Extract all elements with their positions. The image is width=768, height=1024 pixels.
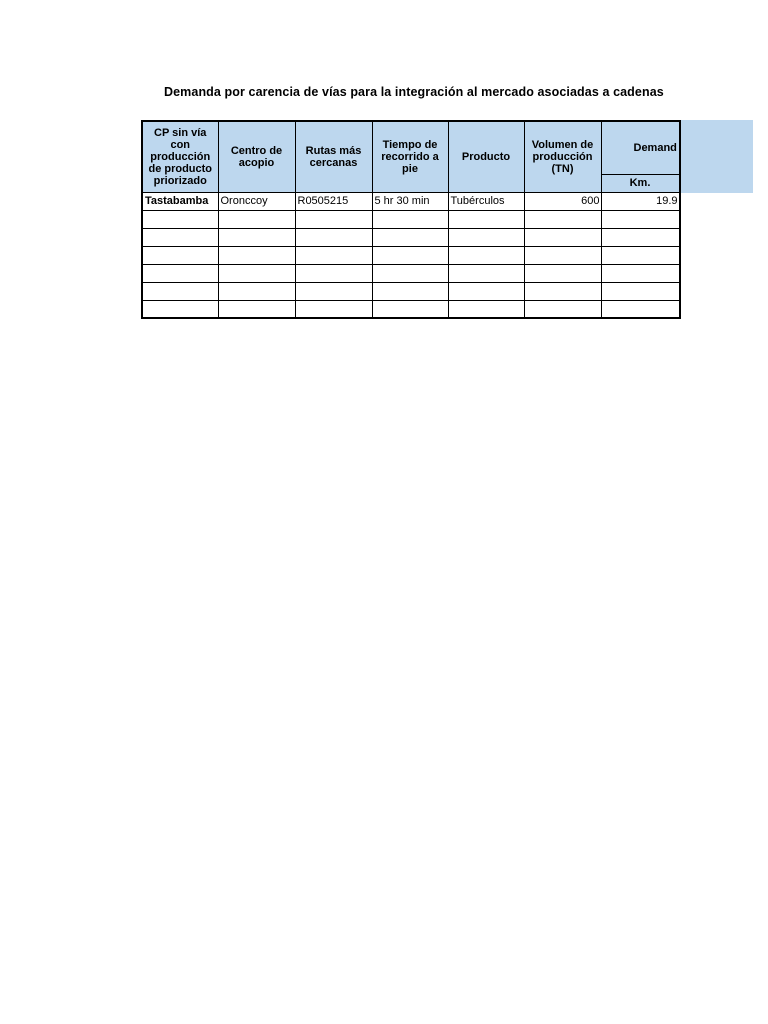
table-row <box>142 192 680 210</box>
cell-producto: Tubérculos <box>448 192 524 210</box>
cell-ruta: R0505215 <box>295 192 372 210</box>
table-row <box>142 264 680 282</box>
header-km: Km. <box>601 174 680 192</box>
header-volumen: Volumen de producción (TN) <box>524 121 601 192</box>
table-row <box>142 282 680 300</box>
cell-tiempo: 5 hr 30 min <box>372 192 448 210</box>
cell-centro: Oronccoy <box>218 192 295 210</box>
header-fill-extension <box>677 120 753 193</box>
header-demanda: Demand <box>601 121 680 174</box>
header-producto: Producto <box>448 121 524 192</box>
table-row <box>142 210 680 228</box>
cell-cp: Tastabamba <box>142 192 218 210</box>
table-row <box>142 228 680 246</box>
table-row <box>142 300 680 318</box>
header-centro-acopio: Centro de acopio <box>218 121 295 192</box>
cell-volumen: 600 <box>524 192 601 210</box>
header-cp: CP sin vía con producción de producto priorizado <box>142 121 218 192</box>
header-tiempo: Tiempo de recorrido a pie <box>372 121 448 192</box>
header-rutas: Rutas más cercanas <box>295 121 372 192</box>
table-row <box>142 246 680 264</box>
page-title: Demanda por carencia de vías para la integración al mercado asociadas a cadenas <box>164 85 664 99</box>
demand-table <box>141 120 681 319</box>
cell-km: 19.9 <box>601 192 680 210</box>
